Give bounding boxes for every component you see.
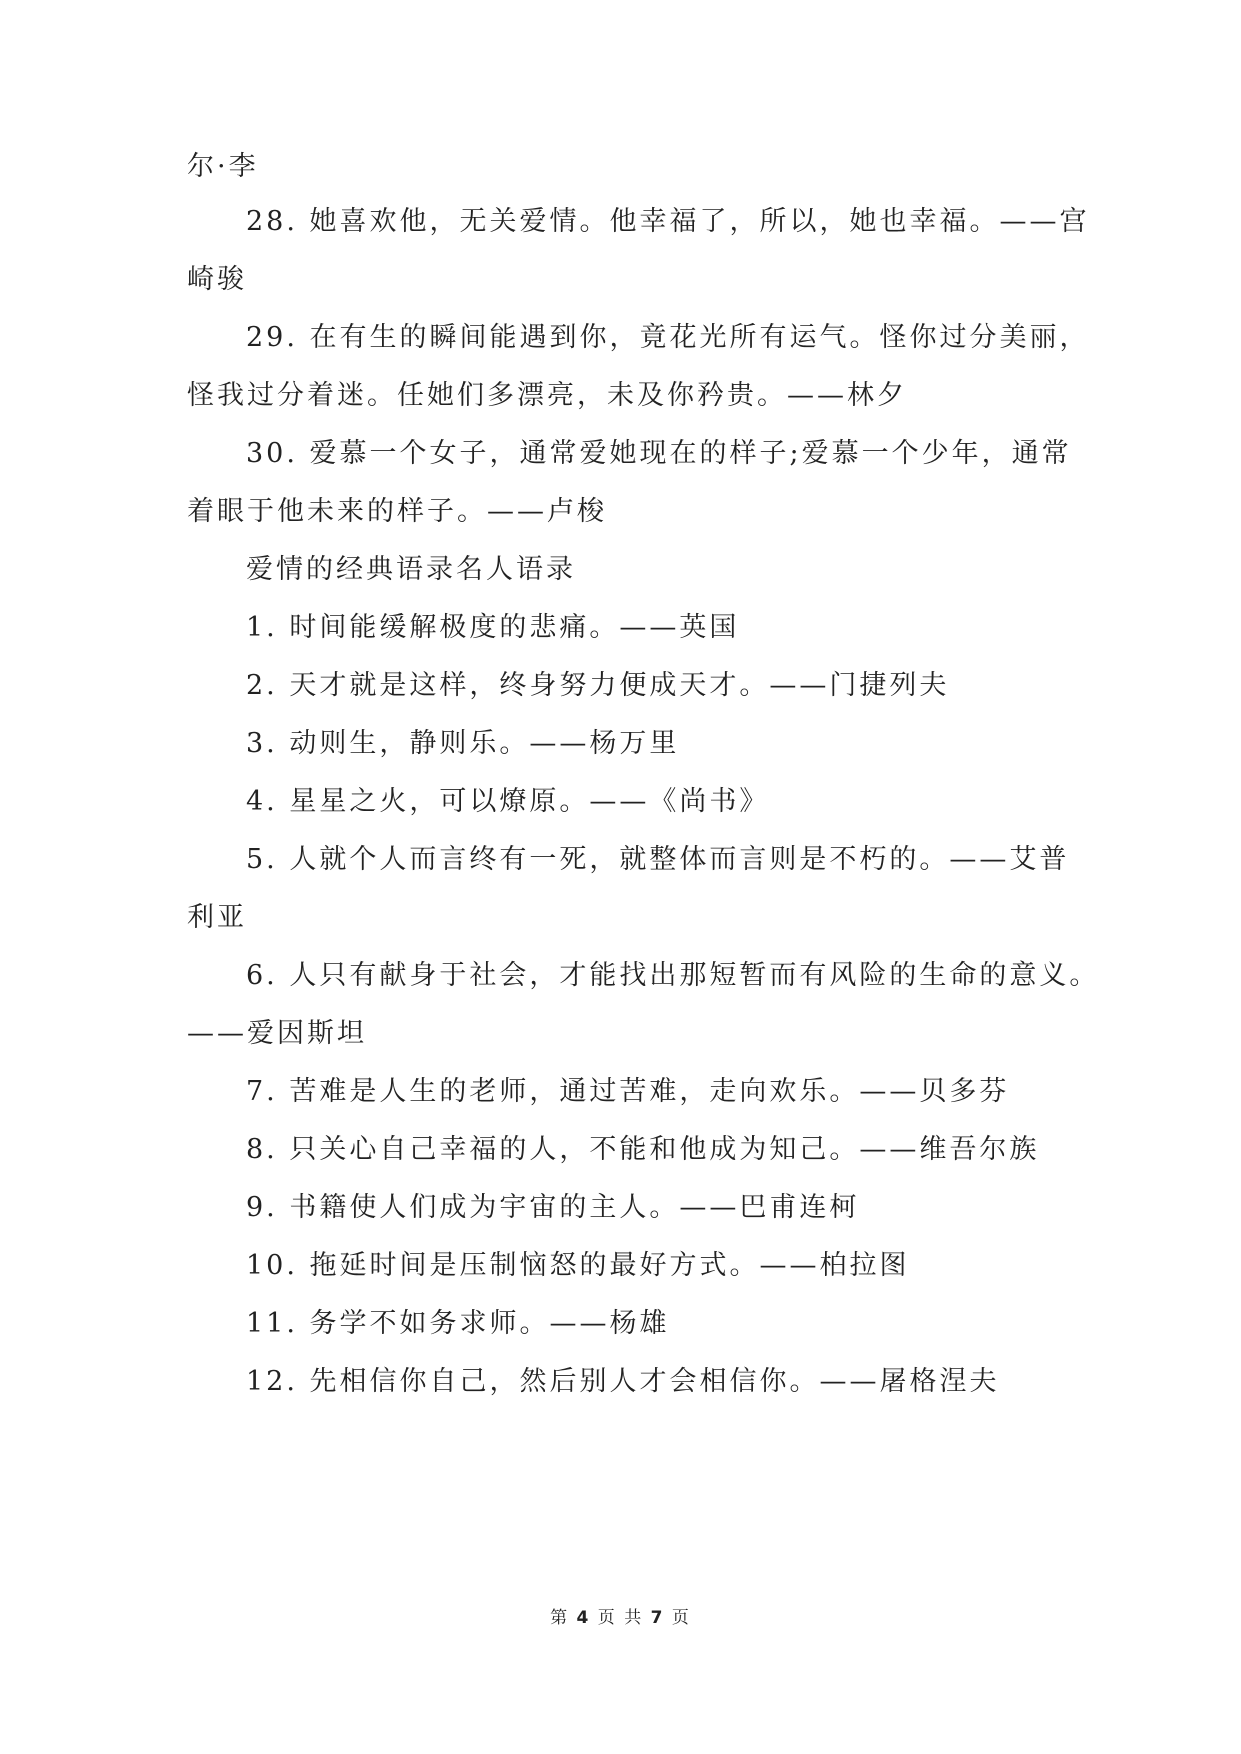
text-line: 崎骏 (187, 264, 247, 295)
text-line: 着眼于他未来的样子。——卢梭 (187, 496, 607, 527)
text-line: 7. 苦难是人生的老师，通过苦难，走向欢乐。——贝多芬 (246, 1076, 1010, 1107)
text-line: 12. 先相信你自己，然后别人才会相信你。——屠格涅夫 (246, 1366, 1000, 1397)
text-line: 怪我过分着迷。任她们多漂亮，未及你矜贵。——林夕 (187, 380, 907, 411)
text-line: 28. 她喜欢他，无关爱情。他幸福了，所以，她也幸福。——宫 (246, 206, 1090, 237)
text-line: 1. 时间能缓解极度的悲痛。——英国 (246, 612, 740, 643)
text-line: 6. 人只有献身于社会，才能找出那短暂而有风险的生命的意义。 (246, 960, 1100, 991)
text-line: 8. 只关心自己幸福的人，不能和他成为知己。——维吾尔族 (246, 1134, 1040, 1165)
text-line: 2. 天才就是这样，终身努力便成天才。——门捷列夫 (246, 670, 950, 701)
text-line: 3. 动则生，静则乐。——杨万里 (246, 728, 680, 759)
text-line: ——爱因斯坦 (187, 1018, 367, 1049)
page-footer (0, 1603, 1241, 1628)
section-heading: 爱情的经典语录名人语录 (246, 554, 576, 585)
text-line: 10. 拖延时间是压制恼怒的最好方式。——柏拉图 (246, 1250, 910, 1281)
text-line: 尔·李 (187, 151, 259, 182)
text-line: 4. 星星之火，可以燎原。——《尚书》 (246, 786, 770, 817)
text-line: 30. 爱慕一个女子，通常爱她现在的样子;爱慕一个少年，通常 (246, 438, 1072, 469)
text-line: 11. 务学不如务求师。——杨雄 (246, 1308, 670, 1339)
footer-prefix: 第 (550, 1608, 570, 1628)
footer-middle: 页 共 (597, 1608, 644, 1628)
text-line: 5. 人就个人而言终有一死，就整体而言则是不朽的。——艾普 (246, 844, 1070, 875)
footer-suffix: 页 (671, 1608, 691, 1628)
text-line: 利亚 (187, 902, 247, 933)
current-page-number: 4 (576, 1608, 591, 1628)
text-line: 29. 在有生的瞬间能遇到你，竟花光所有运气。怪你过分美丽， (246, 322, 1090, 353)
text-line: 9. 书籍使人们成为宇宙的主人。——巴甫连柯 (246, 1192, 860, 1223)
total-pages-number: 7 (650, 1608, 665, 1628)
